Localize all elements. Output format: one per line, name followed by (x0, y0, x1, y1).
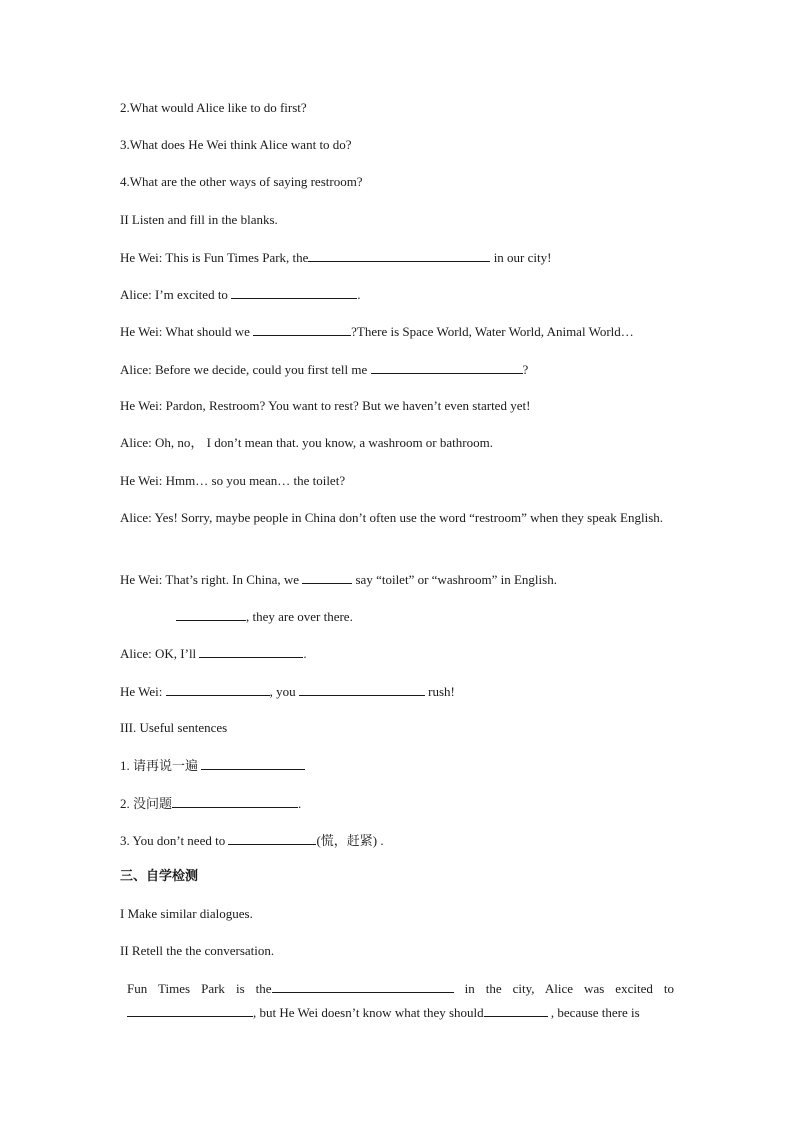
sentence-text: 2. 没问题 (120, 796, 173, 811)
sentence-text: 1. 请再说一遍 (120, 758, 202, 773)
dialogue-text: say “toilet” or “washroom” in English. (352, 572, 557, 587)
dialogue-line-6: Alice: Oh, no， I don’t mean that. you know, a washroom or bathroom. (120, 435, 493, 450)
useful-sentence-3 (120, 832, 384, 849)
dialogue-text: , you (269, 684, 299, 699)
dialogue-line-12 (120, 683, 455, 700)
retell-text: , because there is (547, 1005, 640, 1020)
fill-blank[interactable] (228, 832, 316, 845)
useful-sentence-1 (120, 757, 305, 774)
fill-blank[interactable] (127, 1004, 253, 1017)
self-check-heading: 三、自学检测 (120, 869, 199, 884)
dialogue-text: , they are over there. (246, 609, 353, 624)
dialogue-line-7: He Wei: Hmm… so you mean… the toilet? (120, 473, 346, 488)
dialogue-text: rush! (424, 684, 455, 699)
dialogue-line-11 (120, 645, 307, 662)
fill-blank[interactable] (172, 795, 298, 808)
self-check-ii: II Retell the the conversation. (120, 943, 275, 958)
fill-blank[interactable] (166, 683, 270, 696)
question-2: 2.What would Alice like to do first? (120, 100, 307, 115)
fill-blank[interactable] (199, 645, 303, 658)
retell-text: Fun Times Park is the (127, 981, 272, 996)
fill-blank[interactable] (308, 249, 490, 262)
dialogue-text: He Wei: That’s right. In China, we (120, 572, 303, 587)
dialogue-text: . (303, 646, 307, 661)
dialogue-text: He Wei: What should we (120, 324, 254, 339)
dialogue-text: He Wei: (120, 684, 166, 699)
dialogue-text: He Wei: This is Fun Times Park, the (120, 250, 309, 265)
fill-blank[interactable] (201, 757, 305, 770)
dialogue-text: Alice: I’m excited to (120, 287, 232, 302)
section-iii-title: III. Useful sentences (120, 720, 228, 735)
dialogue-line-2 (120, 286, 360, 303)
dialogue-text: Alice: OK, I’ll (120, 646, 200, 661)
retell-text: , but He Wei doesn’t know what they should (253, 1005, 484, 1020)
dialogue-line-1 (120, 249, 551, 266)
retell-paragraph (127, 977, 674, 1025)
dialogue-text: in our city! (490, 250, 552, 265)
dialogue-line-9 (120, 571, 557, 588)
dialogue-text: ? (522, 362, 529, 377)
dialogue-text: Alice: Before we decide, could you first tell me (120, 362, 371, 377)
dialogue-line-5: He Wei: Pardon, Restroom? You want to rest? But we haven’t even started yet! (120, 398, 531, 413)
dialogue-text: . (357, 287, 361, 302)
dialogue-line-8: Alice: Yes! Sorry, maybe people in China don’t often use the word “restroom” when they speak English. (120, 510, 663, 525)
sentence-text: (慌，赶紧) . (316, 833, 384, 848)
fill-blank[interactable] (231, 286, 357, 299)
section-ii-title: II Listen and fill in the blanks. (120, 212, 278, 227)
dialogue-line-10 (176, 608, 353, 625)
fill-blank[interactable] (253, 323, 351, 336)
self-check-i: I Make similar dialogues. (120, 906, 253, 921)
useful-sentence-2 (120, 795, 301, 812)
dialogue-text: ?There is Space World, Water World, Animal World… (351, 324, 634, 339)
sentence-text: 3. You don’t need to (120, 833, 229, 848)
question-3: 3.What does He Wei think Alice want to do? (120, 137, 352, 152)
retell-text: in the city, Alice was excited to (453, 981, 674, 996)
dialogue-line-3 (120, 323, 634, 340)
dialogue-line-4 (120, 361, 528, 378)
fill-blank[interactable] (371, 361, 523, 374)
fill-blank[interactable] (302, 571, 352, 584)
question-4: 4.What are the other ways of saying restroom? (120, 174, 363, 189)
fill-blank[interactable] (272, 980, 454, 993)
fill-blank[interactable] (484, 1004, 548, 1017)
sentence-text: . (298, 796, 302, 811)
fill-blank[interactable] (299, 683, 425, 696)
fill-blank[interactable] (176, 608, 246, 621)
